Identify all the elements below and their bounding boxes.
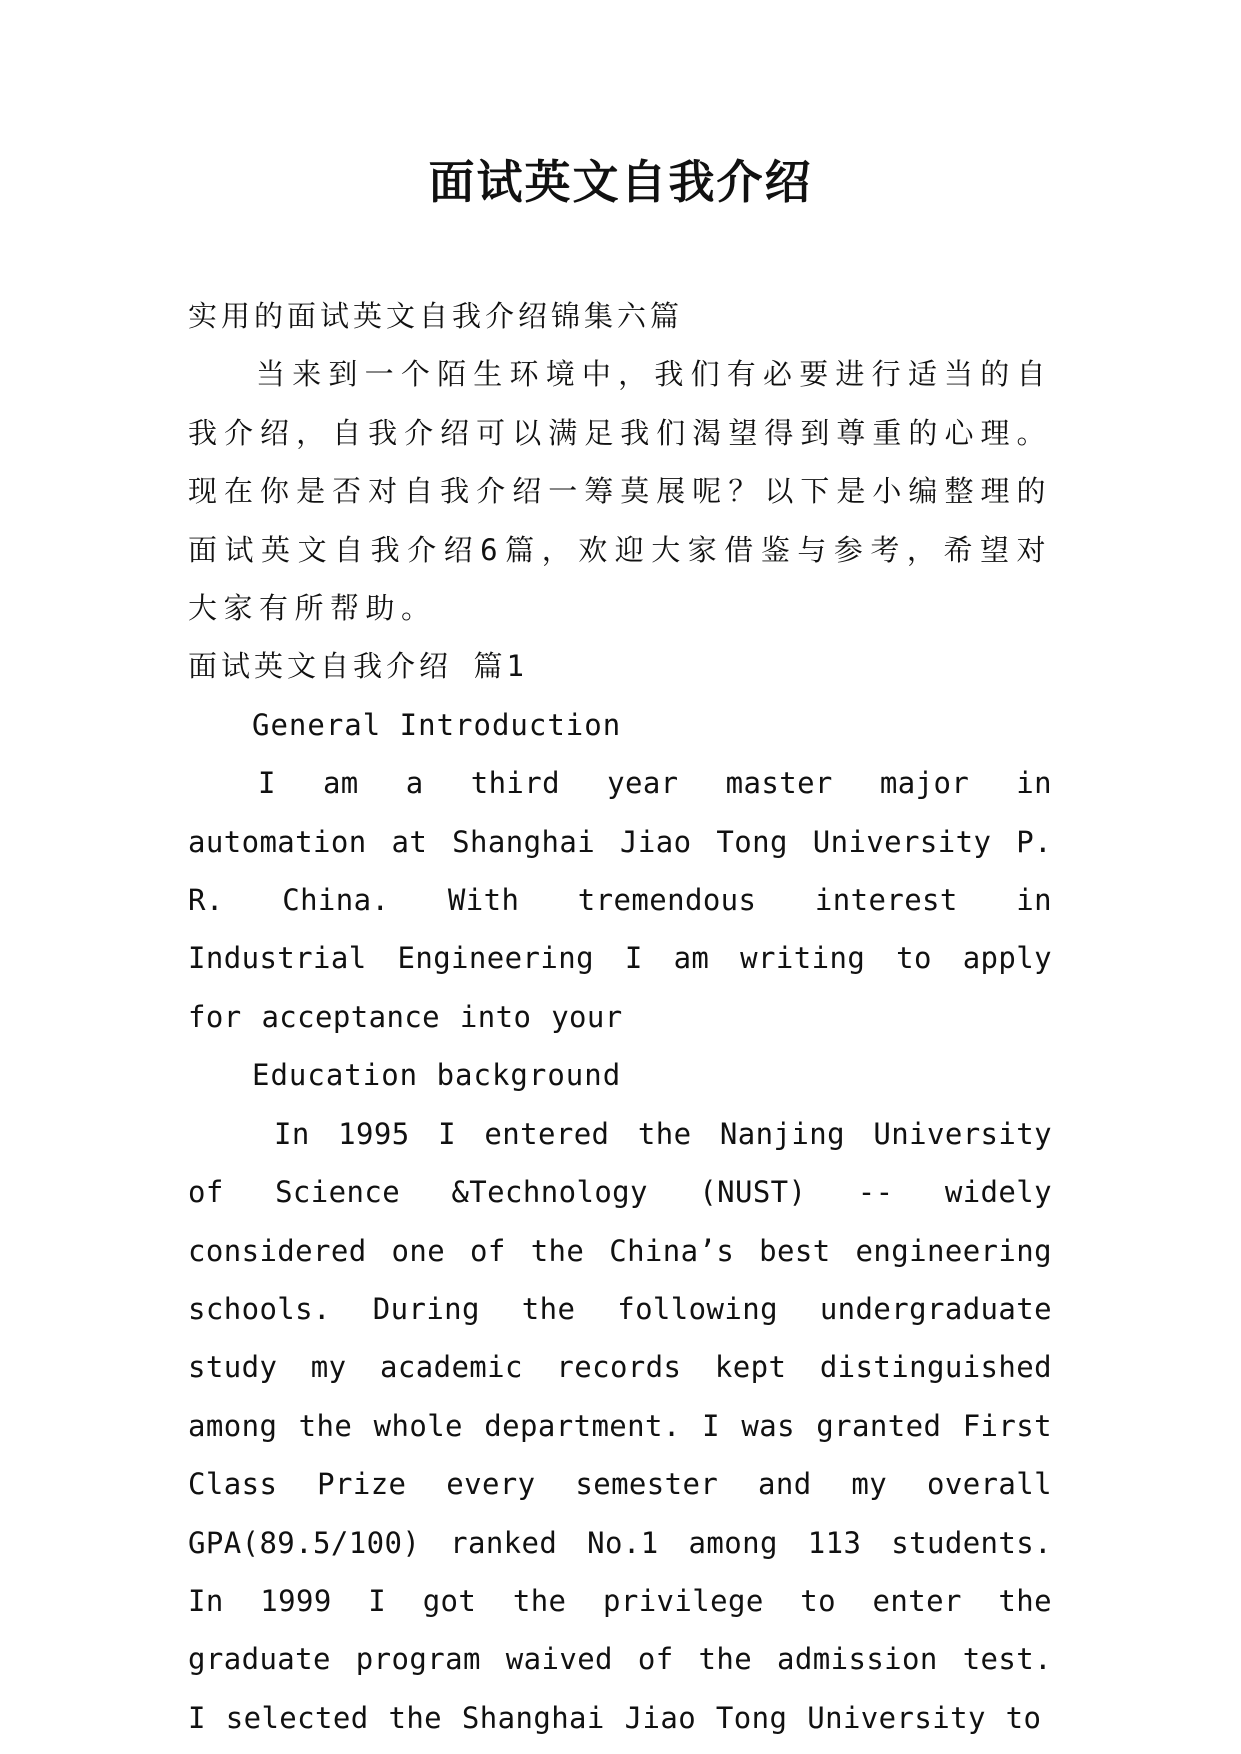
document-subtitle: 实用的面试英文自我介绍锦集六篇: [188, 299, 684, 333]
section-heading: 面试英文自我介绍 篇1: [188, 649, 528, 684]
education-background-heading: Education background: [252, 1058, 622, 1093]
education-background-paragraph: In 1995 I entered the Nanjing University of Science &Technology (NUST) -- widely considered one of the China’s best engineering schools. During the following undergraduate study my academic records kept distinguished among the whole department. I was granted First Class Prize every semester and my overall GPA(89.5/100) ranked No.1 among 113 students. In 1999 I got the privilege to enter the graduate program waived of the admission test. I selected the Shanghai Jiao Tong University to: [188, 1116, 1052, 1735]
general-introduction-heading: General Introduction: [252, 707, 622, 742]
intro-paragraph: 当来到一个陌生环境中，我们有必要进行适当的自我介绍，自我介绍可以满足我们渴望得到尊重的心理。现在你是否对自我介绍一筹莫展呢？以下是小编整理的面试英文自我介绍6篇，欢迎大家借鉴与参考，希望对大家有所帮助。: [188, 357, 1052, 626]
general-introduction-paragraph: I am a third year master major in automation at Shanghai Jiao Tong University P. R. China. With tremendous interest in Industrial Engineering I am writing to apply for acceptance into your: [188, 766, 1052, 1034]
document-body: [188, 287, 1052, 1747]
document-title: 面试英文自我介绍: [428, 155, 813, 209]
